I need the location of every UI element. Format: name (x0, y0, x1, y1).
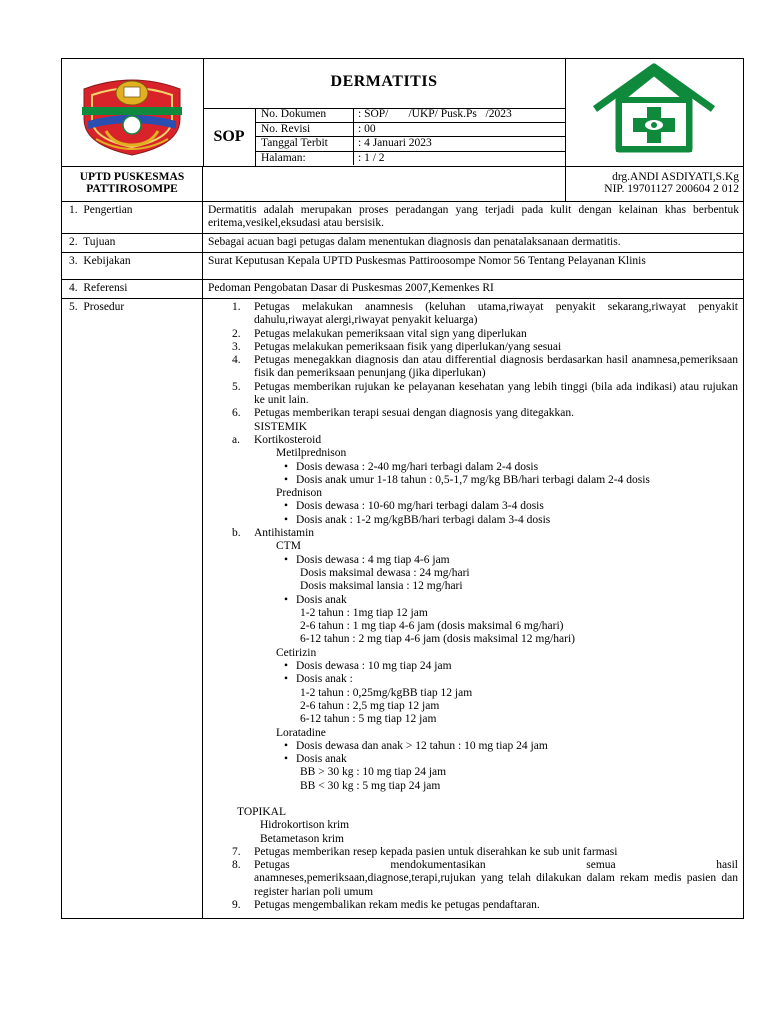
list-item (232, 301, 738, 328)
item-number: 9. (232, 899, 241, 912)
meta-value: : SOP/ /UKP/ Pusk.Ps /2023 (358, 108, 512, 120)
meta-key: No. Dokumen (255, 108, 354, 122)
meta-value: : 00 (358, 122, 376, 135)
topikal-item: Hidrokortison krim (260, 819, 350, 832)
meta-key: Tanggal Terbit (255, 137, 354, 151)
left-logo-cell (62, 59, 204, 166)
drug-name: Loratadine (276, 726, 326, 739)
signature-row (62, 167, 743, 202)
section-text: Dermatitis adalah merupakan proses peradangan yang terjadi pada kulit dengan kelainan khas berbentuk eritema,vesikel,eksudasi atau bersisik. (208, 204, 739, 229)
item-text-line: Petugas mendokumentasikan semua hasil (254, 859, 738, 872)
organization-name (62, 167, 203, 201)
section-pengertian (62, 202, 743, 234)
meta-value: : 1 / 2 (358, 151, 385, 164)
list-item (232, 407, 738, 420)
bullet-item (232, 660, 738, 673)
signature-blank (203, 167, 566, 201)
item-text: Petugas melakukan pemeriksaan vital sign yang diperlukan (254, 327, 527, 340)
bullet-item (232, 500, 738, 513)
list-item (232, 899, 738, 912)
meta-row (255, 123, 565, 138)
bullet-icon: • (283, 473, 289, 486)
bullet-text: Dosis dewasa dan anak > 12 tahun : 10 mg tiap 24 jam (296, 739, 548, 752)
sub-letter: b. (232, 527, 241, 540)
meta-value: : 4 Januari 2023 (358, 137, 432, 149)
bullet-icon: • (283, 660, 289, 673)
item-text: Petugas melakukan anamnesis (keluhan utama,riwayat penyakit sekarang,riwayat penyakit dahulu,riwayat alergi,riwayat penyakit keluarga) (254, 301, 738, 327)
section-label: 4. Referensi (62, 280, 203, 298)
regional-emblem-logo (62, 59, 203, 166)
section-label: 3. Kebijakan (62, 253, 203, 279)
signer-block (565, 167, 743, 201)
drug-name: Metilprednison (276, 447, 347, 460)
bullet-text: Dosis dewasa : 10 mg tiap 24 jam (296, 660, 452, 673)
drug-name: Cetirizin (276, 646, 317, 659)
list-item (232, 328, 738, 341)
section-prosedur (62, 299, 743, 918)
item-number: 3. (232, 340, 241, 353)
signer-nip: NIP. 19701127 200604 2 012 (604, 183, 739, 195)
bullet-continuation: 2-6 tahun : 1 mg tiap 4-6 jam (dosis maksimal 6 mg/hari) (300, 620, 564, 633)
drug-name: Prednison (276, 487, 322, 500)
section-label: 2. Tujuan (62, 234, 203, 252)
drug-ctm (232, 540, 738, 553)
meta-key: No. Revisi (255, 123, 354, 137)
title-area (203, 59, 566, 166)
bullet-continuation: Dosis maksimal dewasa : 24 mg/hari (300, 566, 470, 579)
section-label: 1. Pengertian (62, 202, 203, 233)
bullet-item (232, 554, 738, 567)
meta-row (255, 152, 565, 166)
bullet-continuation: 6-12 tahun : 5 mg tiap 12 jam (300, 713, 437, 726)
sub-letter: a. (232, 433, 240, 446)
sop-label: SOP (203, 108, 256, 166)
section-text: Surat Keputusan Kepala UPTD Puskesmas Pattiroosompe Nomor 56 Tentang Pelayanan Klinis (208, 255, 646, 267)
topikal-item: Betametason krim (260, 832, 344, 845)
sub-label: Kortikosteroid (254, 433, 322, 446)
bullet-text: Dosis dewasa : 4 mg tiap 4-6 jam (296, 553, 450, 566)
item-number: 8. (232, 859, 241, 872)
meta-row (255, 137, 565, 152)
section-referensi (62, 280, 743, 299)
bullet-text: Dosis anak (296, 593, 347, 606)
item-number: 6. (232, 407, 241, 420)
sop-document (61, 58, 744, 919)
bullet-text: Dosis anak (296, 753, 347, 766)
drug-cetirizin (232, 647, 738, 660)
item-number: 5. (232, 380, 241, 393)
section-kebijakan (62, 253, 743, 280)
bullet-continuation: Dosis maksimal lansia : 12 mg/hari (300, 580, 463, 593)
drug-prednison (232, 487, 738, 500)
bullet-icon: • (283, 500, 289, 513)
bullet-icon: • (283, 553, 289, 566)
bullet-icon: • (283, 593, 289, 606)
drug-loratadine (232, 727, 738, 740)
sistemik-heading: SISTEMIK (254, 420, 308, 433)
bullet-text: Dosis anak : (296, 673, 353, 686)
spacer (232, 793, 738, 806)
bullet-continuation: 6-12 tahun : 2 mg tiap 4-6 jam (dosis maksimal 12 mg/hari) (300, 633, 576, 646)
bullet-text: Dosis anak umur 1-18 tahun : 0,5-1,7 mg/kg BB/hari terbagi dalam 2-4 dosis (296, 473, 650, 486)
bullet-item (232, 461, 738, 474)
item-text: Petugas memberikan rujukan ke pelayanan kesehatan yang lebih tinggi (bila ada indikasi) atau rujukan ke unit lain. (254, 380, 738, 407)
procedure-list (203, 299, 743, 918)
bullet-icon: • (283, 673, 289, 686)
section-label: 5. Prosedur (62, 299, 203, 918)
drug-name: CTM (276, 540, 301, 553)
item-number: 7. (232, 845, 241, 858)
list-item (232, 381, 738, 408)
bullet-continuation: 1-2 tahun : 1mg tiap 12 jam (300, 606, 428, 619)
bullet-item (232, 740, 738, 753)
bullet-icon: • (283, 513, 289, 526)
topikal-heading: TOPIKAL (237, 805, 286, 818)
document-title: DERMATITIS (330, 73, 438, 90)
sub-label: Antihistamin (254, 527, 315, 540)
item-number: 4. (232, 354, 241, 367)
section-text: Pedoman Pengobatan Dasar di Puskesmas 2007,Kemenkes RI (208, 282, 494, 294)
list-item (232, 341, 738, 354)
bullet-text: Dosis dewasa : 2-40 mg/hari terbagi dalam 2-4 dosis (296, 460, 539, 473)
item-text (254, 859, 738, 899)
item-text: Petugas mengembalikan rekam medis ke petugas pendaftaran. (254, 899, 540, 912)
list-item (232, 354, 738, 381)
item-number: 1. (232, 301, 241, 313)
subsection-a (232, 434, 738, 447)
org-line-1: UPTD PUSKESMAS (79, 171, 185, 183)
meta-row (255, 108, 565, 123)
document-header (62, 59, 743, 167)
item-text-rest: anamneses,pemeriksaan,diagnose,terapi,rujukan yang telah dilakukan dalam rekam medis pasien dan register harian poli umum (254, 872, 738, 898)
drug-metilprednison (232, 447, 738, 460)
puskesmas-logo (565, 59, 743, 166)
item-text: Petugas melakukan pemeriksaan fisik yang diperlukan/yang sesuai (254, 340, 562, 353)
list-item (232, 859, 738, 899)
subsection-b (232, 527, 738, 540)
bullet-item (232, 594, 738, 607)
item-text: Petugas memberikan resep kepada pasien untuk diserahkan ke sub unit farmasi (254, 845, 618, 858)
meta-key: Halaman: (255, 152, 354, 166)
bullet-item (232, 673, 738, 686)
item-number: 2. (232, 327, 241, 340)
bullet-continuation: 2-6 tahun : 2,5 mg tiap 12 jam (300, 699, 440, 712)
list-item (232, 846, 738, 859)
bullet-text: Dosis dewasa : 10-60 mg/hari terbagi dalam 3-4 dosis (296, 500, 544, 513)
bullet-item (232, 474, 738, 487)
item-text: Petugas memberikan terapi sesuai dengan diagnosis yang ditegakkan. (254, 407, 574, 420)
bullet-continuation: 1-2 tahun : 0,25mg/kgBB tiap 12 jam (300, 686, 473, 699)
document-meta-table (255, 108, 565, 165)
bullet-icon: • (283, 460, 289, 473)
bullet-text: Dosis anak : 1-2 mg/kgBB/hari terbagi dalam 3-4 dosis (296, 513, 551, 526)
bullet-continuation: BB < 30 kg : 5 mg tiap 24 jam (300, 779, 441, 792)
bullet-item (232, 753, 738, 766)
bullet-icon: • (283, 739, 289, 752)
section-tujuan (62, 234, 743, 253)
org-line-2: PATTIROSOMPE (86, 183, 178, 195)
bullet-item (232, 514, 738, 527)
item-text: Petugas menegakkan diagnosis dan atau differential diagnosis berdasarkan hasil anamnesa,pemeriksaan fisik dan pemeriksaan penunjang (jika diperlukan) (254, 354, 738, 380)
right-logo-cell (565, 59, 743, 166)
section-text: Sebagai acuan bagi petugas dalam menentukan diagnosis dan penatalaksanaan dermatitis. (208, 236, 621, 248)
bullet-icon: • (283, 753, 289, 766)
bullet-continuation: BB > 30 kg : 10 mg tiap 24 jam (300, 766, 447, 779)
signer-name: drg.ANDI ASDIYATI,S.Kg (612, 171, 739, 183)
